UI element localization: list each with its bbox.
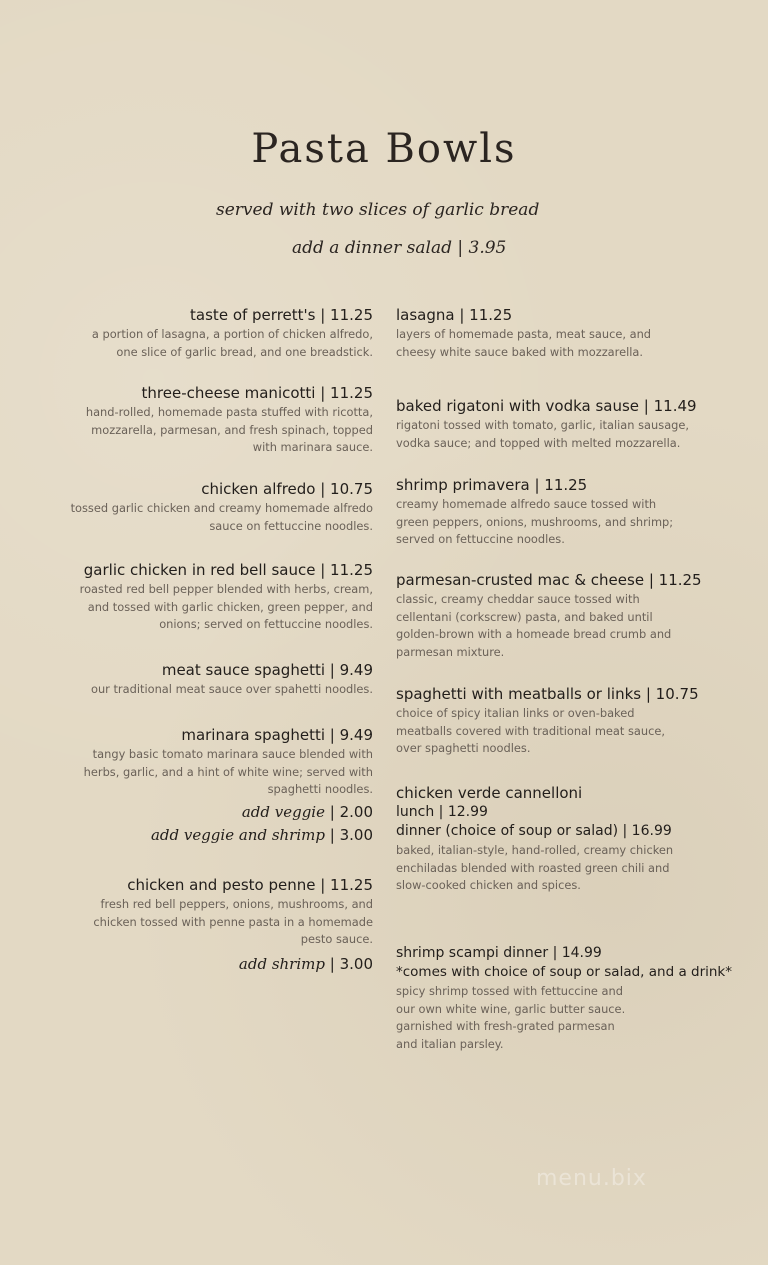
- menu-item: [396, 571, 702, 661]
- menu-item: [396, 306, 688, 361]
- item-name: garlic chicken in red bell sauce | 11.25: [83, 561, 373, 579]
- menu-item: [70, 306, 373, 361]
- item-name: parmesan-crusted mac & cheese | 11.25: [396, 571, 702, 589]
- item-name: baked rigatoni with vodka sause | 11.49: [396, 397, 697, 415]
- addon-group: [70, 953, 373, 976]
- addon-price: | 3.00: [329, 826, 373, 844]
- item-name: spaghetti with meatballs or links | 10.75: [396, 685, 699, 703]
- menu-item: [396, 397, 701, 452]
- item-name: meat sauce spaghetti | 9.49: [161, 661, 373, 679]
- addon-label: add veggie: [241, 803, 325, 821]
- watermark: menu.bix: [536, 1166, 647, 1191]
- item-description: roasted red bell pepper blended with herbs, cream, and tossed with garlic chicken, green pepper, and onions; served on fettuccine noodles.: [79, 582, 373, 632]
- item-description: tangy basic tomato marinara sauce blended with herbs, garlic, and a hint of white wine; served with spaghetti noodles.: [83, 747, 373, 797]
- addon-price: | 3.00: [329, 955, 373, 973]
- menu-item: [396, 784, 696, 895]
- item-description: layers of homemade pasta, meat sauce, and cheesy white sauce baked with mozzarella.: [396, 327, 652, 359]
- item-name: shrimp scampi dinner | 14.99: [396, 945, 602, 961]
- page-title: Pasta Bowls: [251, 126, 517, 172]
- item-description: hand-rolled, homemade pasta stuffed with ricotta, mozzarella, parmesan, and fresh spinach, topped with marinara sauce.: [85, 405, 373, 455]
- item-name: marinara spaghetti | 9.49: [181, 726, 373, 744]
- item-description: a portion of lasagna, a portion of chicken alfredo, one slice of garlic bread, and one breadstick.: [91, 327, 373, 359]
- item-name: shrimp primavera | 11.25: [396, 476, 588, 494]
- subtitle-garlic-bread: served with two slices of garlic bread: [216, 200, 540, 220]
- menu-item: [70, 726, 373, 799]
- item-name: taste of perrett's | 11.25: [190, 306, 373, 324]
- menu-item: [396, 476, 686, 549]
- menu-item: [70, 561, 373, 634]
- addon-price: | 2.00: [329, 803, 373, 821]
- item-price-dinner: dinner (choice of soup or salad) | 16.99: [396, 823, 672, 839]
- item-price-lunch: lunch | 12.99: [396, 804, 488, 820]
- menu-item: [70, 480, 373, 535]
- item-note: *comes with choice of soup or salad, and a drink*: [396, 964, 732, 980]
- item-name: three-cheese manicotti | 11.25: [141, 384, 373, 402]
- item-description: baked, italian-style, hand-rolled, creamy chicken enchiladas blended with roasted green chili and slow-cooked chicken and spices.: [396, 843, 674, 893]
- item-name: lasagna | 11.25: [396, 306, 513, 324]
- addon-shrimp: [70, 953, 373, 976]
- menu-item: [70, 876, 373, 949]
- item-description: fresh red bell peppers, onions, mushrooms, and chicken tossed with penne pasta in a homemade pesto sauce.: [93, 897, 373, 947]
- item-description: spicy shrimp tossed with fettuccine and our own white wine, garlic butter sauce. garnished with fresh-grated parmesan and italian parsley.: [396, 984, 626, 1051]
- item-description: creamy homemade alfredo sauce tossed with green peppers, onions, mushrooms, and shrimp; served on fettuccine noodles.: [396, 497, 674, 547]
- item-name: chicken alfredo | 10.75: [201, 480, 373, 498]
- item-description: tossed garlic chicken and creamy homemade alfredo sauce on fettuccine noodles.: [70, 501, 373, 533]
- addon-label: add veggie and shrimp: [150, 826, 325, 844]
- item-description: our traditional meat sauce over spahetti noodles.: [90, 682, 373, 696]
- menu-item: [70, 384, 373, 457]
- menu-item: [396, 944, 736, 1053]
- subtitle-dinner-salad: add a dinner salad | 3.95: [292, 238, 507, 258]
- addon-veggie: [70, 801, 373, 824]
- addon-group: [70, 801, 373, 847]
- item-description: classic, creamy cheddar sauce tossed with cellentani (corkscrew) pasta, and baked until golden-brown with a homeade bread crumb and parmesan mixture.: [396, 592, 672, 659]
- item-description: choice of spicy italian links or oven-baked meatballs covered with traditional meat sauce, over spaghetti noodles.: [396, 706, 666, 756]
- menu-item: [396, 685, 699, 758]
- addon-label: add shrimp: [238, 955, 325, 973]
- item-name: chicken verde cannelloni: [396, 784, 583, 802]
- menu-item: [70, 661, 373, 699]
- item-description: rigatoni tossed with tomato, garlic, italian sausage, vodka sauce; and topped with melted mozzarella.: [396, 418, 690, 450]
- item-name: chicken and pesto penne | 11.25: [127, 876, 373, 894]
- addon-veggie-shrimp: [70, 824, 373, 847]
